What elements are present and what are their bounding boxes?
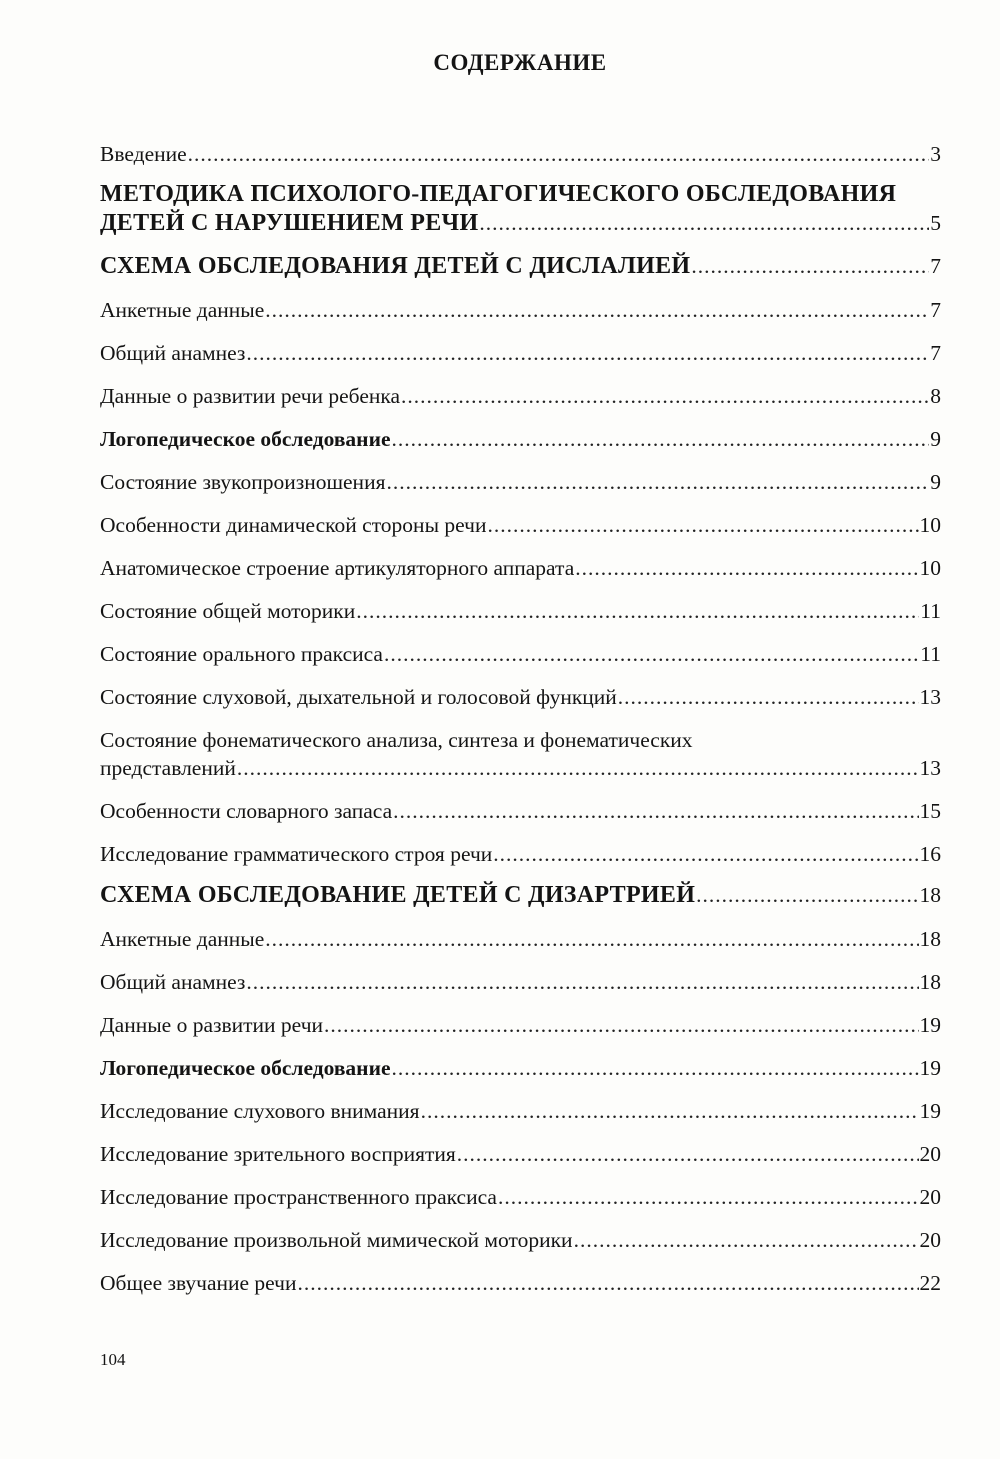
dot-leader: [457, 1140, 919, 1168]
dot-leader: [188, 140, 930, 168]
dot-leader: [575, 554, 918, 582]
toc-section-heading: [100, 252, 941, 280]
dot-leader: [696, 881, 918, 909]
toc-entry-page: 18: [919, 970, 941, 994]
toc-entry-page: 9: [930, 427, 941, 451]
toc-entry-label: Состояние звукопроизношения: [100, 470, 386, 494]
toc-entry-label: СХЕМА ОБСЛЕДОВАНИЕ ДЕТЕЙ С ДИЗАРТРИЕЙ: [100, 882, 696, 908]
page-number: 104: [100, 1350, 126, 1369]
toc-entry-label: Исследование грамматического строя речи: [100, 842, 493, 866]
toc-entry-label: СХЕМА ОБСЛЕДОВАНИЯ ДЕТЕЙ С ДИСЛАЛИЕЙ: [100, 253, 691, 279]
toc-entry-label: ДЕТЕЙ С НАРУШЕНИЕМ РЕЧИ: [100, 210, 479, 236]
toc-entry: [100, 468, 941, 496]
dot-leader: [265, 296, 929, 324]
toc-entry-page: 13: [919, 685, 941, 709]
toc-entry-label: Состояние общей моторики: [100, 599, 356, 623]
toc-entry-page: 19: [919, 1013, 941, 1037]
dot-leader: [265, 925, 918, 953]
dot-leader: [574, 1226, 919, 1254]
dot-leader: [298, 1269, 919, 1297]
toc-entry-label: Общий анамнез: [100, 341, 246, 365]
toc-entry-label: Анкетные данные: [100, 927, 265, 951]
toc-entry-label: Исследование произвольной мимической моторики: [100, 1228, 573, 1252]
toc-entry-page: 3: [930, 142, 941, 166]
dot-leader: [384, 640, 919, 668]
toc-entry: [100, 1011, 941, 1039]
dot-leader: [392, 1054, 919, 1082]
dot-leader: [246, 339, 929, 367]
toc-section-heading: [100, 209, 941, 237]
toc-entry-label: Особенности словарного запаса: [100, 799, 393, 823]
toc-entry: [100, 1269, 941, 1297]
toc-entry-label: Исследование зрительного восприятия: [100, 1142, 456, 1166]
dot-leader: [691, 252, 929, 280]
toc-entry-page: 18: [919, 883, 941, 907]
toc-entry: [100, 339, 941, 367]
toc-entry: [100, 382, 941, 410]
toc-entry-label: представлений: [100, 756, 236, 780]
toc-entry: [100, 797, 941, 825]
toc-entry-label: Введение: [100, 142, 187, 166]
dot-leader: [618, 683, 919, 711]
toc-entry: [100, 511, 941, 539]
toc-entry: [100, 554, 941, 582]
toc-entry-page: 10: [919, 556, 941, 580]
toc-entry-page: 20: [919, 1185, 941, 1209]
toc-entry-page: 5: [930, 211, 941, 235]
toc-entry-page: 20: [919, 1228, 941, 1252]
dot-leader: [498, 1183, 919, 1211]
toc-entry: [100, 140, 941, 168]
toc-entry-label: Общий анамнез: [100, 970, 246, 994]
dot-leader: [246, 968, 918, 996]
toc-entry-label: Состояние орального праксиса: [100, 642, 383, 666]
toc-entry-page: 16: [919, 842, 941, 866]
toc-entry-page: 7: [930, 254, 941, 278]
toc-entry: [100, 597, 941, 625]
dot-leader: [386, 468, 929, 496]
toc-entry-page: 7: [930, 341, 941, 365]
toc-entry-page: 11: [920, 642, 941, 666]
toc-entry-label: Логопедическое обследование: [100, 1056, 391, 1080]
toc-entry-label: Данные о развитии речи: [100, 1013, 324, 1037]
dot-leader: [392, 425, 930, 453]
toc-entry: [100, 925, 941, 953]
toc-entry-page: 9: [930, 470, 941, 494]
toc-entry-page: 19: [919, 1099, 941, 1123]
toc-entry-page: 15: [919, 799, 941, 823]
dot-leader: [401, 382, 929, 410]
dot-leader: [237, 754, 919, 782]
toc-subsection-heading: [100, 425, 941, 453]
toc-entry-label: Данные о развитии речи ребенка: [100, 384, 401, 408]
toc-entry-label: Общее звучание речи: [100, 1271, 297, 1295]
toc-entry: [100, 754, 941, 782]
dot-leader: [479, 209, 929, 237]
toc-entry-page: 22: [919, 1271, 941, 1295]
toc-entry: [100, 968, 941, 996]
dot-leader: [324, 1011, 918, 1039]
toc-entry-label: Состояние слуховой, дыхательной и голосовой функций: [100, 685, 617, 709]
toc-section-heading-line: МЕТОДИКА ПСИХОЛОГО-ПЕДАГОГИЧЕСКОГО ОБСЛЕДОВАНИЯ: [100, 181, 897, 207]
toc-entry: [100, 840, 941, 868]
toc-entry-page: 19: [919, 1056, 941, 1080]
toc-entry: [100, 1097, 941, 1125]
toc-entry-page: 13: [919, 756, 941, 780]
toc-entry: [100, 1183, 941, 1211]
dot-leader: [487, 511, 918, 539]
toc-entry-label: Анатомическое строение артикуляторного аппарата: [100, 556, 575, 580]
toc-entry-label: Особенности динамической стороны речи: [100, 513, 487, 537]
page-title: СОДЕРЖАНИЕ: [433, 50, 607, 75]
dot-leader: [493, 840, 918, 868]
toc-entry-page: 10: [919, 513, 941, 537]
toc-entry: [100, 1226, 941, 1254]
toc-entry-page: 20: [919, 1142, 941, 1166]
toc-entry-page: 8: [930, 384, 941, 408]
toc-entry-page: 11: [920, 599, 941, 623]
toc-entry: [100, 1140, 941, 1168]
toc-entry-label: Исследование пространственного праксиса: [100, 1185, 497, 1209]
toc-entry-label: Анкетные данные: [100, 298, 265, 322]
toc-entry: [100, 640, 941, 668]
dot-leader: [393, 797, 918, 825]
toc-entry-page: 18: [919, 927, 941, 951]
dot-leader: [421, 1097, 919, 1125]
toc-entry-line: Состояние фонематического анализа, синтеза и фонематических: [100, 728, 693, 752]
dot-leader: [356, 597, 919, 625]
toc-entry-label: Исследование слухового внимания: [100, 1099, 420, 1123]
toc-entry-label: Логопедическое обследование: [100, 427, 391, 451]
toc-section-heading: [100, 881, 941, 909]
toc-entry: [100, 683, 941, 711]
toc-entry: [100, 296, 941, 324]
toc-subsection-heading: [100, 1054, 941, 1082]
toc-entry-page: 7: [930, 298, 941, 322]
